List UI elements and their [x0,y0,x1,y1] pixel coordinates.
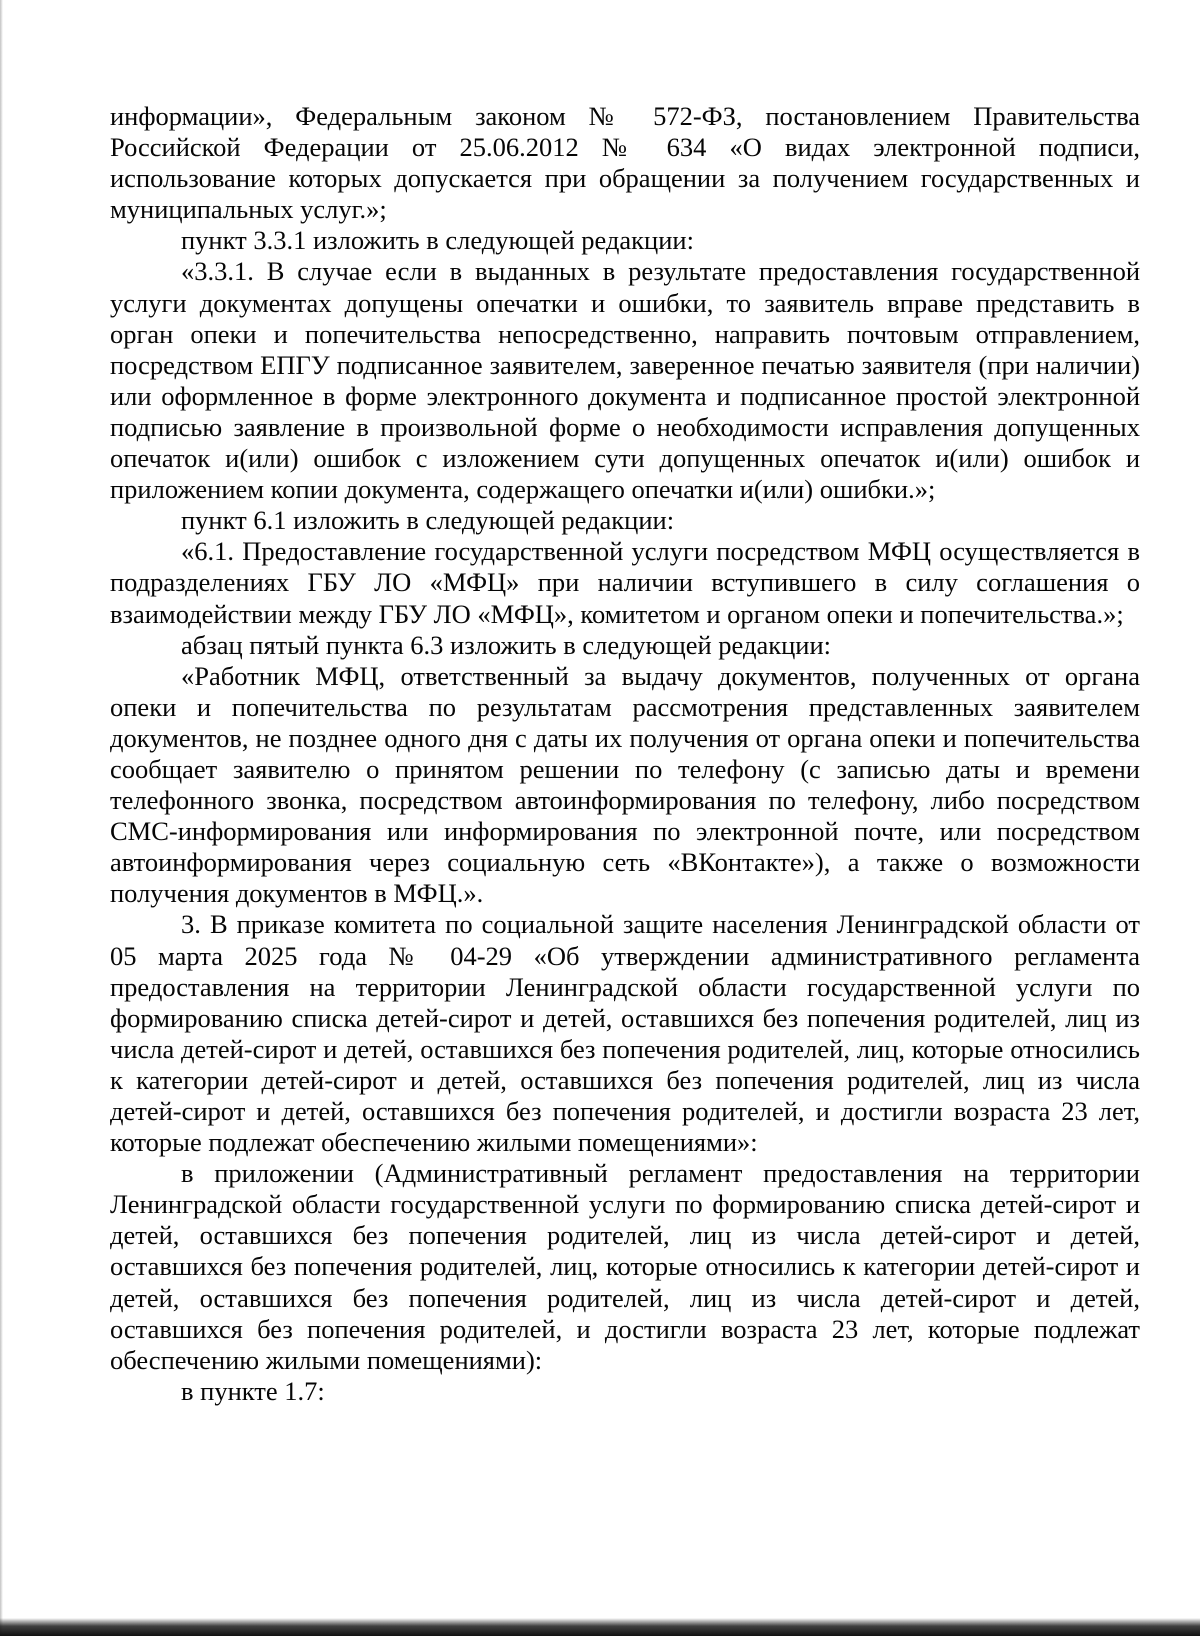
document-page [110,101,1140,1407]
paragraph-amend-6-1: пункт 6.1 изложить в следующей редакции: [181,505,675,536]
paragraph-amend-3-3-1: пункт 3.3.1 изложить в следующей редакции: [181,225,694,256]
paragraph-point-1-7: в пункте 1.7: [181,1375,325,1406]
paragraph-continuation: информации», Федеральным законом № 572-ФЗ, постановлением Правительства Российской Федерации от 25.06.2012 № 634 «О видах электронной подписи, использование которых допускается при обращении за получением государственных и муниципальных услуг.»; [110,101,1140,225]
paragraph-appendix: в приложении (Административный регламент предоставления на территории Ленинградской области государственной услуги по формированию списка детей-сирот и детей, оставшихся без попечения родителей, лиц из числа детей-сирот и детей, оставшихся без попечения родителей, лиц, которые относились к категории детей-сирот и детей, оставшихся без попечения родителей, лиц из числа детей-сирот и детей, оставшихся без попечения родителей, и достигли возраста 23 лет, которые подлежат обеспечению жилыми помещениями): [110,1158,1140,1375]
paragraph-amend-6-3: абзац пятый пункта 6.3 изложить в следующей редакции: [181,629,832,660]
paragraph-3-3-1-text: «3.3.1. В случае если в выданных в результате предоставления государственной услуги документах допущены опечатки и ошибки, то заявитель вправе представить в орган опеки и попечительства непосредственно, направить почтовым отправлением, посредством ЕПГУ подписанное заявителем, заверенное печатью заявителя (при наличии) или оформленное в форме электронного документа и подписанное простой электронной подписью заявление в произвольной форме о необходимости исправления допущенных опечаток и(или) ошибок с изложением сути допущенных опечаток и(или) ошибок и приложением копии документа, содержащего опечатки и(или) ошибки.»; [110,256,1140,505]
paragraph-6-1-text: «6.1. Предоставление государственной услуги посредством МФЦ осуществляется в подразделениях ГБУ ЛО «МФЦ» при наличии вступившего в силу соглашения о взаимодействии между ГБУ ЛО «МФЦ», комитетом и органом опеки и попечительства.»; [110,536,1140,629]
paragraph-6-3-text: «Работник МФЦ, ответственный за выдачу документов, полученных от органа опеки и попечительства по результатам рассмотрения представленных заявителем документов, не позднее одного дня с даты их получения от органа опеки и попечительства сообщает заявителю о принятом решении по телефону (с записью даты и времени телефонного звонка, посредством автоинформирования по телефону, либо посредством СМС-информирования или информирования по электронной почте, или посредством автоинформирования через социальную сеть «ВКонтакте»), а также о возможности получения документов в МФЦ.». [110,660,1140,909]
paragraph-section-3: 3. В приказе комитета по социальной защите населения Ленинградской области от 05 марта 2025 года № 04-29 «Об утверждении административного регламента предоставления на территории Ленинградской области государственной услуги по формированию списка детей-сирот и детей, оставшихся без попечения родителей, лиц из числа детей-сирот и детей, оставшихся без попечения родителей, лиц, которые относились к категории детей-сирот и детей, оставшихся без попечения родителей, лиц из числа детей-сирот и детей, оставшихся без попечения родителей, и достигли возраста 23 лет, которые подлежат обеспечению жилыми помещениями»: [110,909,1140,1158]
scan-left-edge [0,0,3,1636]
scan-bottom-edge [0,1618,1200,1636]
